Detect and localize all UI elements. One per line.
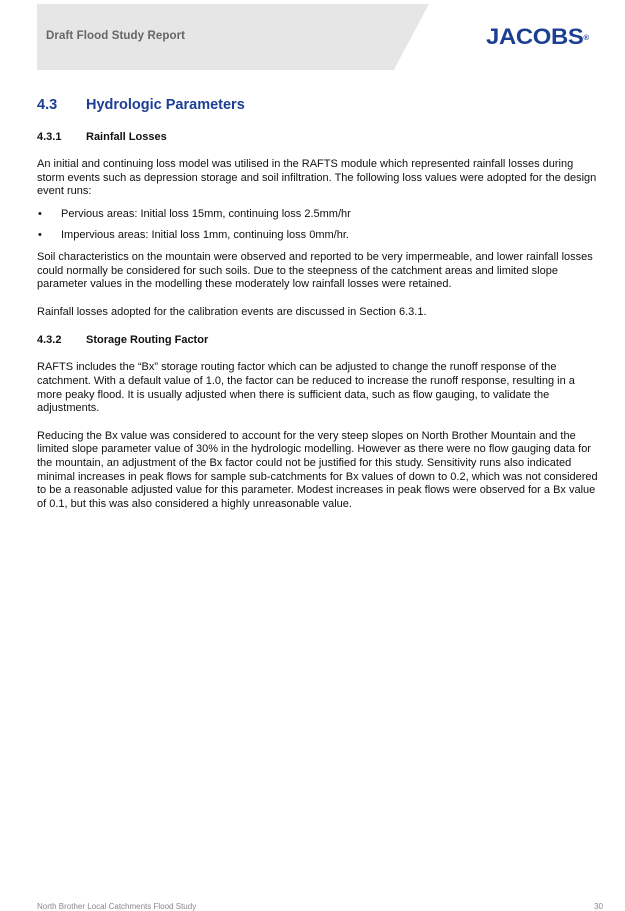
- subsection-number: 4.3.1: [37, 131, 62, 143]
- subsection-title: Storage Routing Factor: [86, 334, 209, 347]
- subsection-heading-rainfall-losses: [37, 130, 600, 144]
- footer-document-title: North Brother Local Catchments Flood Study: [37, 902, 197, 911]
- section-title: Hydrologic Parameters: [86, 97, 245, 113]
- rainfall-losses-intro: An initial and continuing loss model was utilised in the RAFTS module which represented rainfall losses during storm events such as depression storage and soil infiltration. The following loss values were adopted for the design event runs:: [37, 158, 597, 198]
- storage-routing-paragraph-1: RAFTS includes the “Bx” storage routing factor which can be adjusted to change the runoff response of the catchment. With a default value of 1.0, the factor can be reduced to increase the runoff response, resulting in a more peaky flood. It is usually adjusted when there is sufficient data, such as flow gauging, to validate the adjustments.: [37, 361, 575, 415]
- list-item: [37, 208, 600, 222]
- section-heading: [37, 94, 600, 116]
- rainfall-losses-paragraph-3: Rainfall losses adopted for the calibration events are discussed in Section 6.3.1.: [37, 305, 427, 318]
- page-number: 30: [594, 902, 603, 911]
- section-number: 4.3: [37, 97, 58, 113]
- list-item-text: Impervious areas: Initial loss 1mm, continuing loss 0mm/hr.: [61, 229, 349, 242]
- list-item: [37, 229, 600, 243]
- subsection-number: 4.3.2: [37, 334, 62, 347]
- jacobs-logo: [486, 23, 589, 51]
- storage-routing-paragraph-2: Reducing the Bx value was considered to account for the very steep slopes on North Brother Mountain and the limited slope parameter value of 30% in the hydrologic modelling. However as there were no flow gauging data for the mountain, an adjustment of the Bx factor could not be justified for this study. Sensitivity runs also indicated minimal increases in peak flows for sample sub-catchments for Bx values of down to 0.2, which was not considered to be a reasonable adjusted value for this parameter. Modest increases in peak flows were observed for a Bx value of 0.1, but this was also considered a highly unreasonable value.: [37, 429, 598, 510]
- rainfall-losses-paragraph-2: Soil characteristics on the mountain were observed and reported to be very impermeable, and lower rainfall losses could normally be considered for such soils. Due to the steepness of the catchment areas and limited slope parameter values in the modelling these moderately low rainfall losses were retained.: [37, 250, 593, 291]
- loss-values-list: [37, 208, 600, 243]
- registered-mark: ®: [583, 35, 589, 42]
- logo-text: JACOBS: [486, 24, 584, 49]
- bullet-icon: •: [38, 229, 42, 242]
- list-item-text: Pervious areas: Initial loss 15mm, continuing loss 2.5mm/hr: [61, 207, 351, 220]
- subsection-title: Rainfall Losses: [86, 131, 167, 143]
- header-title: Draft Flood Study Report: [46, 30, 186, 42]
- subsection-heading-storage-routing: [37, 333, 600, 347]
- page-footer: [37, 902, 603, 911]
- bullet-icon: •: [38, 207, 42, 220]
- page-content: [37, 94, 600, 511]
